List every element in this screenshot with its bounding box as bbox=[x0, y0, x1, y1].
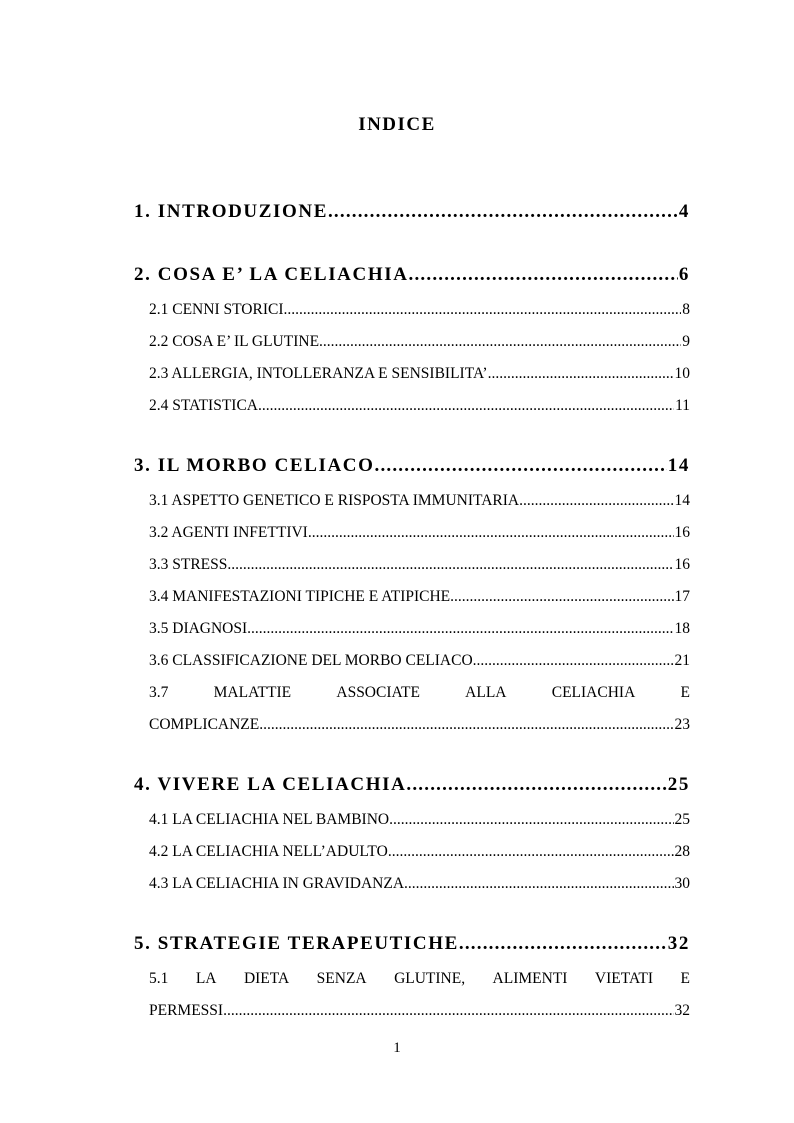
toc-section-title: 3.6 CLASSIFICAZIONE DEL MORBO CELIACO bbox=[149, 652, 473, 669]
toc-page-number: 16 bbox=[674, 556, 690, 573]
dot-leader bbox=[450, 581, 673, 613]
toc-page-number: 18 bbox=[674, 620, 690, 637]
toc-section-entry[interactable] bbox=[134, 836, 690, 868]
dot-leader bbox=[406, 766, 666, 804]
toc-section-entry[interactable] bbox=[134, 294, 690, 326]
toc-section-title: PERMESSI bbox=[149, 1002, 224, 1019]
toc-chapter-2 bbox=[134, 256, 690, 422]
toc-section-title: 3.5 DIAGNOSI bbox=[149, 620, 248, 637]
toc-word: ALIMENTI bbox=[492, 970, 568, 987]
toc-section-title: 3.3 STRESS bbox=[149, 556, 228, 573]
toc-word: 3.7 bbox=[149, 684, 169, 701]
toc-section-entry[interactable] bbox=[134, 613, 690, 645]
toc-section-entry-multiline[interactable] bbox=[134, 963, 690, 1027]
toc-word: CELIACHIA bbox=[551, 684, 636, 701]
dot-leader bbox=[259, 709, 673, 741]
toc-section-entry[interactable] bbox=[134, 326, 690, 358]
toc-section-title: 3.2 AGENTI INFETTIVI bbox=[149, 524, 308, 541]
toc-section-title: 4.3 LA CELIACHIA IN GRAVIDANZA bbox=[149, 875, 405, 892]
toc-word: E bbox=[680, 970, 690, 987]
toc-page-number: 14 bbox=[674, 492, 690, 509]
dot-leader bbox=[258, 390, 674, 422]
dot-leader bbox=[519, 485, 673, 517]
toc-section-title: 4.2 LA CELIACHIA NELL’ADULTO bbox=[149, 843, 388, 860]
toc-section-title: COMPLICANZE bbox=[149, 716, 260, 733]
toc-chapter-title: 1. INTRODUZIONE bbox=[134, 201, 328, 222]
toc-chapter-entry[interactable] bbox=[134, 766, 690, 804]
toc-section-entry[interactable] bbox=[134, 390, 690, 422]
toc-page-number: 17 bbox=[674, 588, 690, 605]
toc-word: SENZA bbox=[316, 970, 367, 987]
toc-page-number: 6 bbox=[678, 264, 690, 285]
dot-leader bbox=[473, 645, 674, 677]
toc-page-number: 21 bbox=[674, 652, 690, 669]
toc-section-title-line2 bbox=[134, 709, 690, 741]
toc-page-number: 25 bbox=[674, 811, 690, 828]
toc-page-number: 8 bbox=[682, 301, 690, 318]
toc-page-number: 14 bbox=[667, 455, 690, 476]
toc-section-title: 2.1 CENNI STORICI bbox=[149, 301, 284, 318]
toc-page-number: 11 bbox=[675, 397, 690, 414]
dot-leader bbox=[283, 294, 681, 326]
toc-chapter-entry[interactable] bbox=[134, 925, 690, 963]
toc-page-number: 30 bbox=[674, 875, 690, 892]
toc-page-number: 25 bbox=[667, 774, 690, 795]
toc-chapter-entry[interactable] bbox=[134, 256, 690, 294]
toc-section-title-line1 bbox=[134, 963, 690, 995]
toc-section-entry[interactable] bbox=[134, 868, 690, 900]
page-number: 1 bbox=[393, 1040, 401, 1056]
toc-word: VIETATI bbox=[594, 970, 654, 987]
toc-word: MALATTIE bbox=[213, 684, 292, 701]
toc-page-number: 28 bbox=[674, 843, 690, 860]
dot-leader bbox=[488, 358, 674, 390]
toc-section-entry[interactable] bbox=[134, 645, 690, 677]
table-of-contents bbox=[134, 193, 690, 1027]
toc-word: LA bbox=[195, 970, 217, 987]
dot-leader bbox=[223, 995, 673, 1027]
toc-chapter-3 bbox=[134, 447, 690, 741]
toc-word: DIETA bbox=[243, 970, 290, 987]
dot-leader bbox=[388, 836, 674, 868]
toc-word: ALLA bbox=[465, 684, 507, 701]
dot-leader bbox=[459, 925, 667, 963]
toc-section-title-line2 bbox=[134, 995, 690, 1027]
dot-leader bbox=[227, 549, 673, 581]
toc-page-number: 32 bbox=[674, 1002, 690, 1019]
dot-leader bbox=[404, 868, 673, 900]
toc-page-number: 32 bbox=[667, 933, 690, 954]
toc-section-title-line1 bbox=[134, 677, 690, 709]
toc-word: GLUTINE, bbox=[394, 970, 466, 987]
toc-page-number: 16 bbox=[674, 524, 690, 541]
toc-section-entry[interactable] bbox=[134, 517, 690, 549]
toc-section-title: 3.1 ASPETTO GENETICO E RISPOSTA IMMUNITARIA bbox=[149, 492, 520, 509]
toc-section-title: 4.1 LA CELIACHIA NEL BAMBINO bbox=[149, 811, 390, 828]
toc-page-number: 9 bbox=[682, 333, 690, 350]
toc-section-title: 3.4 MANIFESTAZIONI TIPICHE E ATIPICHE bbox=[149, 588, 451, 605]
toc-section-entry[interactable] bbox=[134, 581, 690, 613]
toc-section-title: 2.2 COSA E’ IL GLUTINE bbox=[149, 333, 320, 350]
toc-chapter-4 bbox=[134, 766, 690, 900]
toc-page-number: 4 bbox=[678, 201, 690, 222]
toc-page-number: 23 bbox=[674, 716, 690, 733]
toc-section-entry[interactable] bbox=[134, 485, 690, 517]
toc-section-entry[interactable] bbox=[134, 804, 690, 836]
toc-section-entry[interactable] bbox=[134, 358, 690, 390]
toc-chapter-title: 2. COSA E’ LA CELIACHIA bbox=[134, 264, 409, 285]
toc-chapter-entry[interactable] bbox=[134, 447, 690, 485]
dot-leader bbox=[247, 613, 673, 645]
dot-leader bbox=[409, 256, 678, 294]
toc-section-title: 2.3 ALLERGIA, INTOLLERANZA E SENSIBILITA’ bbox=[149, 365, 488, 382]
toc-chapter-5 bbox=[134, 925, 690, 1027]
dot-leader bbox=[308, 517, 674, 549]
toc-chapter-1 bbox=[134, 193, 690, 231]
toc-section-title: 2.4 STATISTICA bbox=[149, 397, 258, 414]
toc-page-number: 10 bbox=[674, 365, 690, 382]
toc-section-entry[interactable] bbox=[134, 549, 690, 581]
dot-leader bbox=[328, 193, 678, 231]
toc-word: ASSOCIATE bbox=[336, 684, 420, 701]
toc-chapter-title: 3. IL MORBO CELIACO bbox=[134, 455, 375, 476]
toc-chapter-title: 5. STRATEGIE TERAPEUTICHE bbox=[134, 933, 459, 954]
dot-leader bbox=[375, 447, 667, 485]
toc-word: E bbox=[680, 684, 690, 701]
toc-section-entry-multiline[interactable] bbox=[134, 677, 690, 741]
dot-leader bbox=[319, 326, 681, 358]
page-title: INDICE bbox=[358, 114, 436, 135]
toc-chapter-title: 4. VIVERE LA CELIACHIA bbox=[134, 774, 407, 795]
toc-chapter-entry[interactable] bbox=[134, 193, 690, 231]
toc-word: 5.1 bbox=[149, 970, 169, 987]
dot-leader bbox=[389, 804, 673, 836]
